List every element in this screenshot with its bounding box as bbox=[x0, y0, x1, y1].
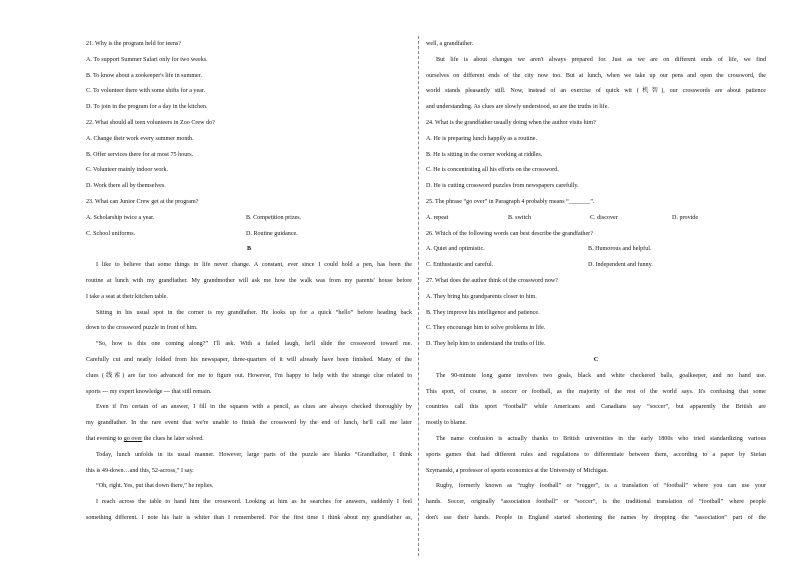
question-26: 26. Which of the following words can best describe the grandfather? bbox=[426, 230, 593, 237]
option-25-d: D. provide bbox=[672, 214, 699, 221]
options-26-ab bbox=[426, 242, 766, 258]
option-24-d: D. He is cutting crossword puzzles from newspapers carefully. bbox=[426, 183, 579, 190]
section-c-heading: C bbox=[593, 356, 599, 363]
left-column bbox=[86, 37, 412, 527]
passage-c-line: Rugby, formerly known as “rugby football” or “rugger”, is a translation of “football” where you can use your bbox=[436, 483, 766, 490]
question-23: 23. What can Junior Crew get at the program? bbox=[86, 198, 199, 205]
option-21-b: B. To know about a zookeeper's life in summer. bbox=[86, 72, 202, 79]
question-27: 27. What does the author think of the crossword now? bbox=[426, 277, 558, 284]
option-24-a: A. He is preparing lunch happily as a routine. bbox=[426, 135, 538, 142]
options-23-ab bbox=[86, 211, 412, 227]
option-22-c: C. Volunteer mainly indoor work. bbox=[86, 167, 169, 174]
passage-c-line: hands. Soccer, originally “association football” or “soccer”, is the traditional translation of “football” where people bbox=[426, 499, 766, 506]
column-divider bbox=[418, 36, 419, 556]
option-23-b: B. Competition prizes. bbox=[246, 214, 302, 221]
passage-c-line: countries call this sport “football” while Americans and Canadians say “soccer”, but apparently the British are bbox=[426, 404, 766, 411]
passage-b-line: something different. I note his hair is whiter than I remembered. For the first time I think about my grandfather as, bbox=[86, 514, 412, 521]
text-span: the clues he later solved. bbox=[142, 435, 204, 442]
passage-c-line: mostly to blame. bbox=[426, 420, 467, 427]
passage-b-line: I like to believe that some things in life never change. A constant, ever since I could hold a pen, has been the bbox=[96, 262, 412, 269]
question-21: 21. Why is the program held for teens? bbox=[86, 41, 181, 47]
option-24-c: C. He is concentrating all his efforts on the crossword. bbox=[426, 167, 559, 174]
option-27-d: D. They help him to understand the truths of life. bbox=[426, 341, 546, 348]
option-22-d: D. Work there all by themselves. bbox=[86, 183, 166, 190]
passage-c-line: Szymanski, a professor of sports economics at the University of Michigan. bbox=[426, 467, 609, 474]
option-24-b: B. He is sitting in the corner working at riddles. bbox=[426, 151, 543, 158]
passage-b-line: But life is about changes we aren't always prepared for. Just as we are on different ends of life, we find bbox=[436, 56, 766, 63]
passage-b-line: Carefully cut and neatly folded from his newspaper, three-quarters of it will already have been finished. Many of the bbox=[86, 356, 412, 363]
passage-b-line: I reach across the table to hand him the crossword. Looking at him as he searches for answers, suddenly I feel bbox=[96, 499, 412, 506]
passage-c-line: don't use their hands. People in England started shortening the names by dropping the “association” part of the bbox=[426, 514, 766, 521]
options-23-cd bbox=[86, 227, 412, 243]
passage-b-line: Sitting in his usual spot in the corner is my grandfather. He looks up for a quick “hello” before heading back bbox=[96, 309, 412, 316]
option-21-a: A. To support Summer Safari only for two weeks. bbox=[86, 56, 208, 63]
option-26-b: B. Humorous and helpful. bbox=[588, 246, 652, 253]
passage-b-line: Today, lunch unfolds in its usual manner. However, large parts of the puzzle are blanks “Grandfather, I think bbox=[96, 451, 412, 458]
passage-c-line: The name confusion is actually thanks to British universities in the early 1800s who tried standardizing various bbox=[436, 435, 766, 442]
passage-b-line: down to the crossword puzzle in front of him. bbox=[86, 325, 198, 332]
option-27-b: B. They improve his intelligence and patience. bbox=[426, 309, 540, 316]
options-26-cd bbox=[426, 258, 766, 274]
passage-b-line: “Oh, right. Yes, put that down there,” he replies. bbox=[96, 483, 214, 490]
option-22-b: B. Offer services there for at most 75 hours. bbox=[86, 151, 194, 158]
right-column bbox=[426, 37, 766, 527]
passage-b-line: Even if I'm certain of an answer, I fill in the squares with a pencil, as clues are always checked thoroughly by bbox=[96, 404, 412, 411]
passage-b-line: this is 49-down…and this, 52-across,” I say. bbox=[86, 467, 194, 474]
option-23-a: A. Scholarship twice a year. bbox=[86, 214, 155, 221]
option-27-c: C. They encourage him to solve problems in life. bbox=[426, 325, 546, 332]
options-25 bbox=[426, 211, 766, 227]
option-27-a: A. They bring his grandparents closer to him. bbox=[426, 293, 537, 300]
option-26-d: D. Independent and funny. bbox=[588, 262, 653, 269]
passage-b-line: my grandfather. In the rare event that we're unable to finish the crossword by the end of lunch, he'll call me later bbox=[86, 420, 412, 427]
passage-b-line: and understanding. As clues are slowly understood, so are the truths in life. bbox=[426, 104, 609, 111]
question-22: 22. What should all teen volunteers in Zoo Crew do? bbox=[86, 119, 215, 126]
passage-c-line: sports games that had different rules and regulations to differentiate between them, according to a paper by Stefan bbox=[426, 451, 766, 458]
question-24: 24. What is the grandfather usually doing when the author visits him? bbox=[426, 119, 596, 126]
passage-b-line bbox=[86, 432, 412, 448]
option-21-c: C. To volunteer there with some shifts for a year. bbox=[86, 88, 206, 95]
option-26-a: A. Quiet and optimistic. bbox=[426, 246, 485, 253]
passage-b-line: ourselves on different ends of the city now too. But at lunch, when we take up our pens and open the crossword, the bbox=[426, 72, 766, 79]
option-23-c: C. School uniforms. bbox=[86, 230, 136, 237]
option-25-b: B. switch bbox=[508, 214, 532, 221]
option-23-d: D. Routine guidance. bbox=[246, 230, 298, 237]
section-b-heading: B bbox=[246, 246, 252, 253]
option-22-a: A. Change their work every summer month. bbox=[86, 135, 194, 142]
passage-b-line: routine at lunch with my grandfather. My grandmother will ask me how the walk was from my parents' house before bbox=[86, 277, 412, 284]
passage-c-line: The 90-minute long game involves two goals, black and white checkered balls, goalkeeper, and no hand use. bbox=[436, 372, 766, 379]
option-26-c: C. Enthusiastic and careful. bbox=[426, 262, 494, 269]
option-21-d: D. To join in the program for a day in the kitchen. bbox=[86, 104, 208, 111]
option-25-c: C. discover bbox=[590, 214, 618, 221]
text-span: that evening to bbox=[86, 435, 124, 442]
passage-c-line: This sport, of course, is soccer or football, as the majority of the rest of the world says. It's confusing that some bbox=[426, 388, 766, 395]
underlined-phrase: go over bbox=[123, 435, 143, 442]
passage-b-line: clues (线索) are far too advanced for me to figure out. However, I'm happy to help with the strange clue related to bbox=[86, 372, 412, 379]
passage-b-line: sports --- my expert knowledge --- that still remain. bbox=[86, 388, 212, 395]
passage-b-line: I take a seat at their kitchen table. bbox=[86, 293, 168, 300]
passage-b-line: “So, how is this one coming along?” I'll ask. With a failed laugh, he'll slide the crossword toward me. bbox=[96, 341, 412, 348]
passage-b-line: well, a grandfather. bbox=[426, 41, 474, 47]
passage-b-line: world stands pleasantly still. Now, instead of an exercise of quick wit (机智), our crosswords are about patience bbox=[426, 88, 766, 95]
option-25-a: A. repeat bbox=[426, 214, 449, 221]
question-25: 25. The phrase “go over” in Paragraph 4 probably means “_______”. bbox=[426, 198, 595, 205]
